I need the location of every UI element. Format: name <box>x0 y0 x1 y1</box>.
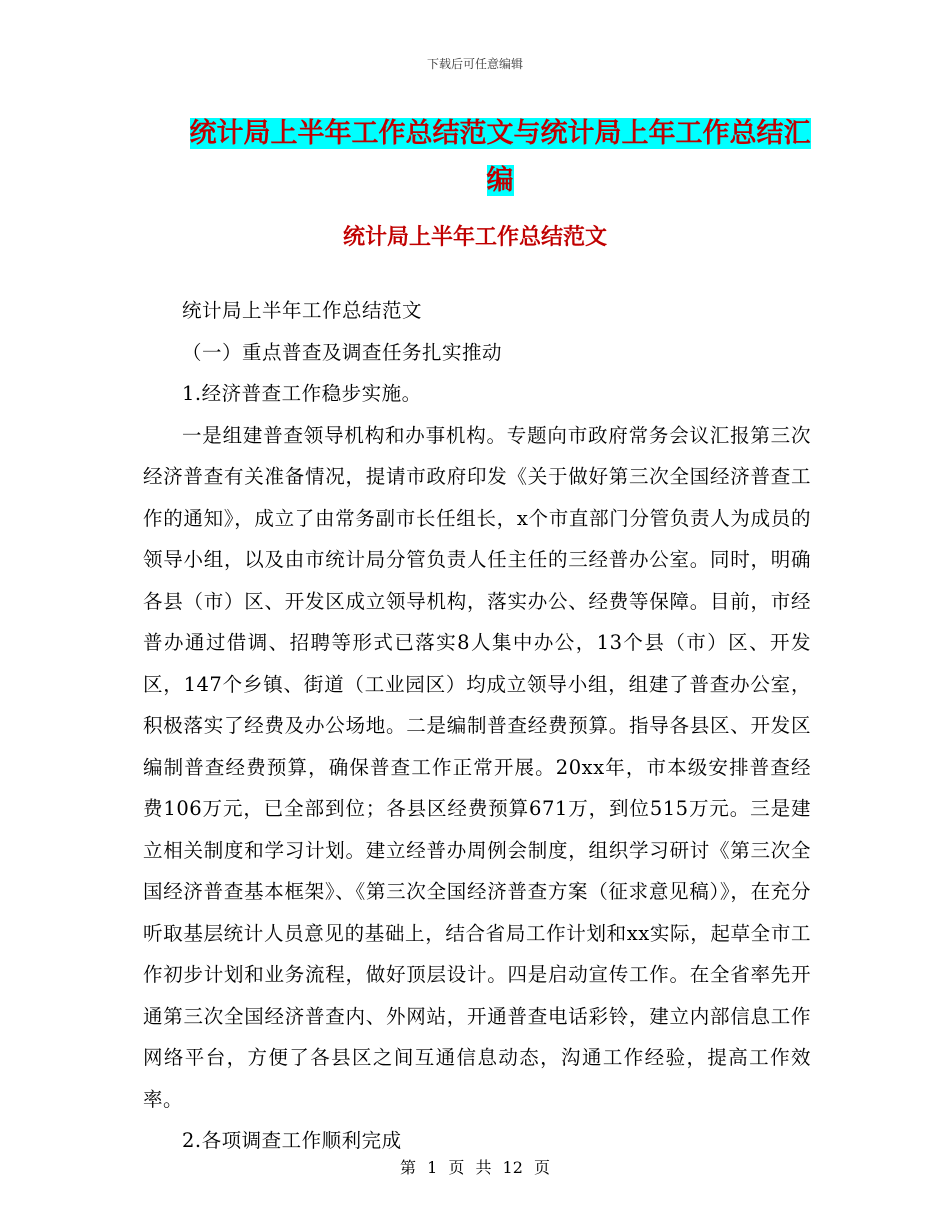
paragraph: 一是组建普查领导机构和办事机构。专题向市政府常务会议汇报第三次经济普查有关准备情况，提请市政府印发《关于做好第三次全国经济普查工作的通知》，成立了由常务副市长任组长，x个市直部门分管负责人为成员的领导小组，以及由市统计局分管负责人任主任的三经普办公室。同时，明确各县（市）区、开发区成立领导机构，落实办公、经费等保障。目前，市经普办通过借调、招聘等形式已落实8人集中办公，13个县（市）区、开发区，147个乡镇、街道（工业园区）均成立领导小组，组建了普查办公室，积极落实了经费及办公场地。二是编制普查经费预算。指导各县区、开发区编制普查经费预算，确保普查工作正常开展。20xx年，市本级安排普查经费106万元，已全部到位；各县区经费预算671万，到位515万元。三是建立相关制度和学习计划。建立经普办周例会制度，组织学习研讨《第三次全国经济普查基本框架》、《第三次全国经济普查方案（征求意见稿）》，在充分听取基层统计人员意见的基础上，结合省局工作计划和xx实际，起草全市工作初步计划和业务流程，做好顶层设计。四是启动宣传工作。在全省率先开通第三次全国经济普查内、外网站，开通普查电话彩铃，建立内部信息工作网络平台，方便了各县区之间互通信息动态，沟通工作经验，提高工作效率。 <box>143 423 811 1111</box>
paragraph: （一）重点普查及调查任务扎实推动 <box>182 340 503 364</box>
main-title-line1: 统计局上半年工作总结范文与统计局上年工作总结汇 <box>189 118 811 149</box>
paragraph: 2.各项调查工作顺利完成 <box>182 1129 402 1152</box>
paragraph: 1.经济普查工作稳步实施。 <box>182 382 422 405</box>
main-title-line2: 编 <box>486 165 514 196</box>
main-title <box>140 110 860 204</box>
header-note: 下载后可任意编辑 <box>426 57 523 71</box>
body-text <box>143 290 811 1162</box>
section-title: 统计局上半年工作总结范文 <box>342 225 607 250</box>
paragraph: 统计局上半年工作总结范文 <box>182 299 423 322</box>
page-footer: 第 1 页 共 12 页 <box>400 1158 550 1177</box>
